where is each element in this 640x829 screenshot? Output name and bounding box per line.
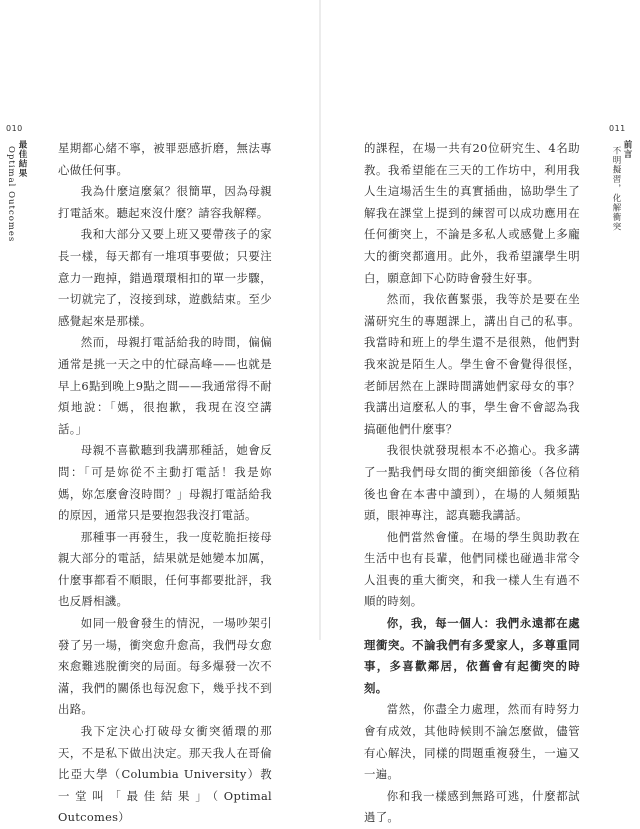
paragraph: 如同一般會發生的情況，一場吵架引發了另一場，衝突愈升愈高，我們母女愈來愈難逃脫衝突的局面。每多爆發一次不滿，我們的關係也每況愈下，幾乎找不到出路。 bbox=[58, 616, 272, 717]
running-head-left bbox=[5, 140, 27, 242]
paragraph: 當然，你盡全力處理，然而有時努力會有成效，其他時候則不論怎麼做，儘管有心解決，同樣的問題重複發生，一遍又一遍。 bbox=[364, 702, 580, 782]
running-head-left-title: 最佳結果 bbox=[17, 140, 27, 178]
paragraph: 然而，母親打電話給我的時間，偏偏通常是挑一天之中的忙碌高峰——也就是早上6點到晚上9點之間——我通常得不耐煩地說：「媽，很抱歉，我現在沒空講話。」 bbox=[58, 335, 272, 436]
paragraph: 你和我一樣感到無路可逃，什麼都試過了。 bbox=[364, 788, 580, 825]
paragraph: 我下定決心打破母女衝突循環的那天，不是私下做出決定。那天我人在哥倫比亞大學（Columbia University）教一堂叫「最佳結果」（Optimal Outcomes） bbox=[58, 724, 272, 825]
page-number-left: 010 bbox=[6, 124, 23, 133]
running-head-left-subtitle: Optimal Outcomes bbox=[6, 146, 16, 243]
paragraph: 母親不喜歡聽到我講那種話，她會反問：「可是妳從不主動打電話！我是妳媽，妳怎麼會沒時間？」母親打電話給我的原因，通常只是要抱怨我沒打電話。 bbox=[58, 443, 272, 523]
running-head-right bbox=[610, 140, 632, 232]
paragraph: 星期都心緒不寧，被罪惡感折磨，無法專心做任何事。 bbox=[58, 141, 272, 177]
paragraph: 我為什麼這麼氣？很簡單，因為母親打電話來。聽起來沒什麼？請容我解釋。 bbox=[58, 184, 272, 220]
running-head-right-subtitle: 不明擬習，化解衝突 bbox=[611, 146, 621, 232]
running-head-right-title: 前言 bbox=[622, 140, 632, 159]
page-number-right: 011 bbox=[609, 124, 626, 133]
paragraph: 然而，我依舊緊張，我等於是要在坐滿研究生的專題課上，講出自己的私事。我當時和班上的學生還不是很熟，他們對我來說是陌生人。學生會不會覺得很怪，老師居然在上課時間講她們家母女的事？我講出這麼私人的事，學生會不會認為我搞砸他們什麼事？ bbox=[364, 292, 580, 436]
paragraph: 我和大部分又要上班又要帶孩子的家長一樣，每天都有一堆項事要做；只要注意力一跑掉，錯過環環相扣的單一步驟，一切就完了，沒接到球，遊戲結束。至少感覺起來是那樣。 bbox=[58, 227, 272, 328]
left-page bbox=[0, 0, 320, 825]
right-page bbox=[320, 0, 640, 825]
right-body-text bbox=[364, 138, 580, 829]
paragraph: 他們當然會懂。在場的學生與助教在生活中也有長輩，他們同樣也碰過非常令人沮喪的重大衝突，和我一樣人生有過不順的時刻。 bbox=[364, 529, 580, 609]
left-body-text bbox=[58, 138, 272, 829]
paragraph: 我很快就發現根本不必擔心。我多講了一點我們母女間的衝突細節後（各位稍後也會在本書中讀到），在場的人頻頻點頭，眼神專注，認真聽我講話。 bbox=[364, 443, 580, 523]
paragraph: 的課程，在場一共有20位研究生、4名助教。我希望能在三天的工作坊中，利用我人生這場活生生的真實插曲，協助學生了解我在課堂上提到的練習可以成功應用在任何衝突上，不論是多私人或感覺上多龐大的衝突都適用。此外，我希望讓學生明白，願意卸下心防時會發生好事。 bbox=[364, 141, 580, 285]
paragraph: 那種事一再發生，我一度乾脆拒接母親大部分的電話，結果就是她變本加厲，什麼事都看不順眼，任何事都要批評，我也反脣相譏。 bbox=[58, 529, 272, 609]
bold-paragraph: 你，我，每一個人：我們永遠都在處理衝突。不論我們有多愛家人，多尊重同事，多喜歡鄰居，依舊會有起衝突的時刻。 bbox=[364, 616, 580, 695]
